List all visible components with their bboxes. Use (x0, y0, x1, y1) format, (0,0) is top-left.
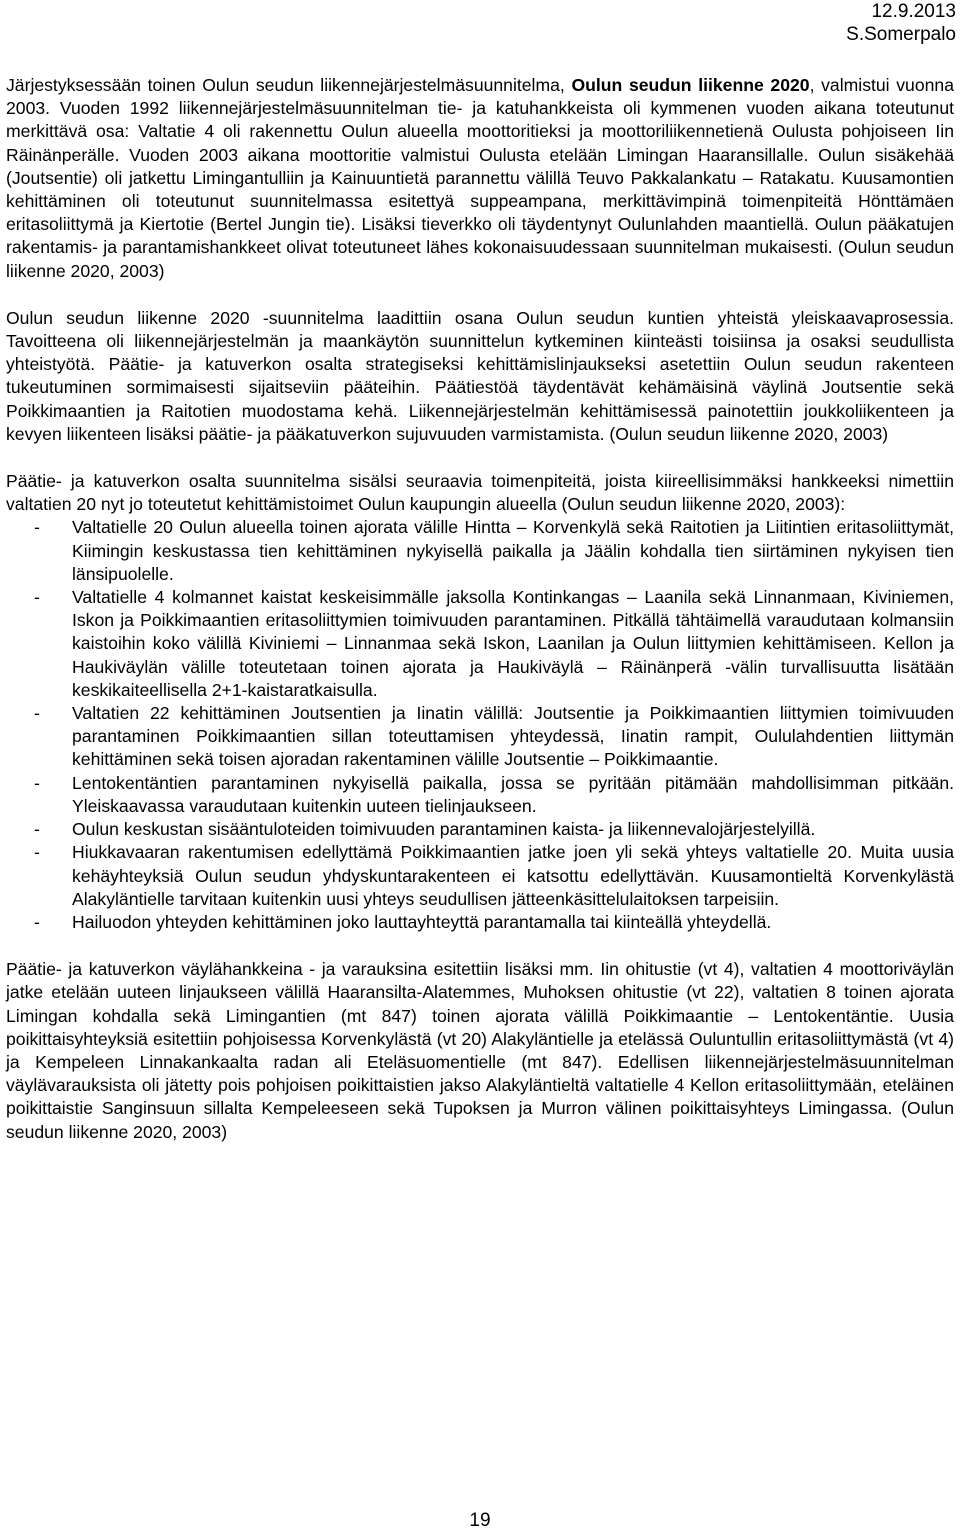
paragraph-2: Oulun seudun liikenne 2020 -suunnitelma laadittiin osana Oulun seudun kuntien yhteistä yleiskaavaprosessia. Tavoitteena oli liikennejärjestelmän ja maankäytön suunnittelun kytkeminen kiinteästi toisiinsa ja osaksi seudullista yhteistyötä. Päätie- ja katuverkon osalta strategiseksi kehittämislinjaukseksi asetettiin Oulun seudun rakenteen tukeutuminen sormimaisesti sijaitseviin pääteihin. Päätiestöä täydentävät kehämäisinä väylinä Joutsentie sekä Poikkimaantien ja Raitotien muodostama kehä. Liikennejärjestelmän kehittämisessä painotettiin joukkoliikenteen ja kevyen liikenteen lisäksi päätie- ja pääkatuverkon sujuvuuden varmistamista. (Oulun seudun liikenne 2020, 2003) (6, 307, 954, 444)
list-item (6, 841, 954, 911)
list-item (6, 516, 954, 586)
paragraph-4: Päätie- ja katuverkon väylähankkeina - ja varauksina esitettiin lisäksi mm. Iin ohitustie (vt 4), valtatien 4 moottoriväylän jatke etelään uuteen linjaukseen välillä Haaransilta-Alatemmes, Muhoksen ohitustie (vt 22), valtatien 8 toinen ajorata Limingan kohdalla sekä Limingantien (mt 847) toinen ajorata välillä Poikkimaantie – Lentokentäntie. Uusia poikittaisyhteyksiä esitettiin pohjoisessa Korvenkylästä (vt 20) Alakyläntielle ja etelässä Ouluntullin eritasoliittymästä (vt 4) ja Kempeleen Linnakankaalta radan ali Eteläsuomentielle (mt 847). Edellisen liikennejärjestelmäsuunnitelman väylävarauksista oli jätetty pois pohjoisen poikittaistien jakso Alakyläntieltä valtatielle 4 Kellon eritasoliittymään, eteläinen poikittaistie Sanginsuun sillalta Kempeleeseen sekä Tupoksen ja Murron välinen poikittaisyhteys Limingassa. (Oulun seudun liikenne 2020, 2003) (6, 959, 954, 1142)
paragraph-1-bold-title: Oulun seudun liikenne 2020 (571, 75, 810, 95)
list-item-text: Hiukkavaaran rakentumisen edellyttämä Poikkimaantien jatke joen yli sekä yhteys valtatielle 20. Muita uusia kehäyhteyksiä Oulun seudun yhdyskuntarakenteen ei katsottu edellyttävän. Kuusamontieltä Korvenkylästä Alakyläntielle tarvitaan kuitenkin uusi yhteys seudullisen jätteenkäsittelulaitoksen tarpeisiin. (72, 842, 954, 909)
paragraph-gap (6, 446, 954, 470)
list-item-text: Valtatielle 20 Oulun alueella toinen ajorata välille Hintta – Korvenkylä sekä Raitotien ja Liitintien eritasoliittymät, Kiimingin keskustassa tien kehittäminen nykyisellä paikalla ja Jäälin kohdalla tien siirtäminen nykyisen tien länsipuolelle. (72, 517, 954, 584)
list-item (6, 772, 954, 818)
page-footer (0, 1510, 960, 1532)
paragraph-1-text-a: Järjestyksessään toinen Oulun seudun liikennejärjestelmäsuunnitelma, (6, 75, 572, 95)
header-date: 12.9.2013 (871, 1, 956, 22)
list-item-text: Valtatien 22 kehittäminen Joutsentien ja Iinatin välillä: Joutsentie ja Poikkimaantien liittymien toimivuuden parantaminen Poikkimaantien sillan toteuttamisen yhteydessä, Iinatin rampit, Oululahdentien liittymän kehittäminen sekä toisen ajoradan rakentaminen välille Joutsentie – Poikkimaantie. (72, 703, 954, 770)
list-item (6, 702, 954, 772)
measures-list (6, 516, 954, 934)
list-marker: - (34, 772, 40, 793)
paragraph-1-text-b: , valmistui vuonna 2003. Vuoden 1992 liikennejärjestelmäsuunnitelman tie- ja katuhankkeista oli kymmenen vuoden aikana toteutunut merkittävä osa: Valtatie 4 oli rakennettu Oulun alueella moottoritieksi ja moottoriliikennetienä Oulusta pohjoiseen Iin Räinänperälle. Vuoden 2003 aikana moottoritie valmistui Oulusta etelään Limingan Haaransillalle. Oulun sisäkehää (Joutsentie) oli jatkettu Limingantulliin ja Kainuuntietä parannettu välillä Teuvo Pakkalankatu – Ratakatu. Kuusamontien kehittäminen oli toteutunut suunnitelmassa esitettyä suppeampana, merkittävimpinä toimenpiteitä Hönttämäen eritasoliittymä ja Kiertotie (Bertel Jungin tie). Lisäksi tieverkko oli täydentynyt Oulunlahden maantiellä. Oulun pääkatujen rakentamis- ja parantamishankkeet olivat toteutuneet lähes kokonaisuudessaan suunnitelman mukaisesti. (Oulun seudun liikenne 2020, 2003) (6, 75, 954, 281)
list-marker: - (34, 842, 40, 863)
page-number: 19 (469, 1510, 491, 1531)
list-item (6, 818, 954, 841)
list-item-text: Lentokentäntien parantaminen nykyisellä paikalla, jossa se pyritään pitämään mahdollisimman pitkään. Yleiskaavassa varaudutaan kuitenkin uuteen tielinjaukseen. (72, 772, 954, 816)
list-item-text: Hailuodon yhteyden kehittäminen joko lauttayhteyttä parantamalla tai kiinteällä yhteydellä. (72, 911, 772, 932)
list-item-text: Oulun keskustan sisääntuloteiden toimivuuden parantaminen kaista- ja liikennevalojärjestelyillä. (72, 819, 816, 840)
list-marker: - (34, 911, 40, 932)
header-author: S.Somerpalo (846, 24, 956, 45)
page-header (846, 0, 956, 46)
paragraph-gap (6, 283, 954, 307)
list-item (6, 911, 954, 934)
paragraph-gap (6, 934, 954, 958)
list-marker: - (34, 819, 40, 840)
list-marker: - (34, 703, 40, 724)
paragraph-1 (6, 74, 954, 283)
paragraph-3: Päätie- ja katuverkon osalta suunnitelma sisälsi seuraavia toimenpiteitä, joista kiireellisimmäksi hankkeeksi nimettiin valtatien 20 nyt jo toteutetut kehittämistoimet Oulun kaupungin alueella (Oulun seudun liikenne 2020, 2003): (6, 471, 954, 515)
document-body (6, 74, 954, 1144)
list-marker: - (34, 587, 40, 608)
list-marker: - (34, 517, 40, 538)
list-item-text: Valtatielle 4 kolmannet kaistat keskeisimmälle jaksolla Kontinkangas – Laanila sekä Linnanmaan, Kiviniemen, Iskon ja Poikkimaantien eritasoliittymien toimivuuden parantaminen. Pitkällä tähtäimellä varaudutaan kolmansiin kaistoihin koko välillä Kiviniemi – Linnanmaa sekä Iskon, Laanilan ja Oulun liittymien kehittämiseen. Kellon ja Haukiväylän välille toteutetaan toinen ajorata ja Haukiväylä – Räinänperä -välin turvallisuutta lisätään keskikaiteellisella 2+1-kaistaratkaisulla. (72, 587, 954, 700)
list-item (6, 586, 954, 702)
